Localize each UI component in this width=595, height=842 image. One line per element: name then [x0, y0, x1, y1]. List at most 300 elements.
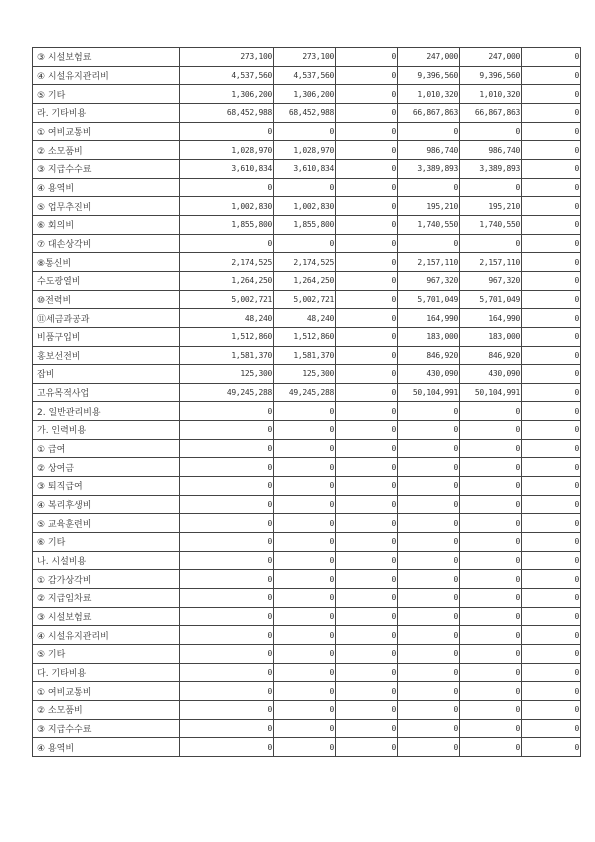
table-row [33, 663, 581, 682]
table-row [33, 85, 581, 104]
amount-cell: 183,000 [460, 327, 522, 346]
amount-cell: 0 [336, 103, 398, 122]
amount-cell: 0 [460, 495, 522, 514]
table-row [33, 159, 581, 178]
amount-cell: 0 [522, 103, 581, 122]
table-row [33, 383, 581, 402]
amount-cell: 0 [460, 533, 522, 552]
amount-cell: 0 [460, 402, 522, 421]
amount-cell: 0 [522, 85, 581, 104]
table-row [33, 738, 581, 757]
amount-cell: 247,000 [460, 48, 522, 67]
amount-cell: 0 [398, 570, 460, 589]
amount-cell: 0 [180, 645, 274, 664]
amount-cell: 0 [274, 682, 336, 701]
amount-cell: 1,740,550 [460, 215, 522, 234]
amount-cell: 0 [460, 234, 522, 253]
amount-cell: 1,264,250 [180, 271, 274, 290]
amount-cell: 0 [522, 215, 581, 234]
amount-cell: 1,002,830 [274, 197, 336, 216]
amount-cell: 0 [274, 700, 336, 719]
amount-cell: 0 [522, 682, 581, 701]
row-label: ② 상여금 [33, 458, 180, 477]
amount-cell: 846,920 [460, 346, 522, 365]
amount-cell: 48,240 [180, 309, 274, 328]
amount-cell: 50,104,991 [398, 383, 460, 402]
amount-cell: 0 [336, 122, 398, 141]
amount-cell: 0 [460, 626, 522, 645]
amount-cell: 0 [522, 309, 581, 328]
amount-cell: 0 [398, 607, 460, 626]
amount-cell: 0 [460, 645, 522, 664]
amount-cell: 1,740,550 [398, 215, 460, 234]
table-row [33, 309, 581, 328]
amount-cell: 0 [274, 719, 336, 738]
amount-cell: 0 [398, 589, 460, 608]
amount-cell: 0 [274, 477, 336, 496]
amount-cell: 986,740 [460, 141, 522, 160]
amount-cell: 4,537,560 [180, 66, 274, 85]
amount-cell: 0 [180, 477, 274, 496]
amount-cell: 0 [336, 215, 398, 234]
row-label: ④ 용역비 [33, 738, 180, 757]
amount-cell: 1,306,200 [180, 85, 274, 104]
amount-cell: 0 [398, 719, 460, 738]
amount-cell: 0 [522, 738, 581, 757]
amount-cell: 0 [398, 682, 460, 701]
amount-cell: 0 [336, 570, 398, 589]
amount-cell: 3,610,834 [180, 159, 274, 178]
amount-cell: 0 [460, 719, 522, 738]
amount-cell: 0 [336, 178, 398, 197]
table-row [33, 626, 581, 645]
amount-cell: 0 [336, 495, 398, 514]
row-label: ⑪세금과공과 [33, 309, 180, 328]
amount-cell: 967,320 [460, 271, 522, 290]
row-label: ① 감가상각비 [33, 570, 180, 589]
amount-cell: 0 [398, 421, 460, 440]
amount-cell: 0 [274, 589, 336, 608]
amount-cell: 0 [274, 607, 336, 626]
amount-cell: 0 [522, 327, 581, 346]
amount-cell: 430,090 [398, 365, 460, 384]
amount-cell: 0 [336, 551, 398, 570]
table-row [33, 421, 581, 440]
amount-cell: 0 [336, 719, 398, 738]
amount-cell: 1,010,320 [398, 85, 460, 104]
amount-cell: 66,867,863 [398, 103, 460, 122]
amount-cell: 0 [522, 346, 581, 365]
amount-cell: 0 [460, 607, 522, 626]
amount-cell: 1,581,370 [274, 346, 336, 365]
amount-cell: 0 [336, 738, 398, 757]
amount-cell: 164,990 [460, 309, 522, 328]
amount-cell: 48,240 [274, 309, 336, 328]
row-label: ③ 지급수수료 [33, 719, 180, 738]
amount-cell: 0 [398, 495, 460, 514]
amount-cell: 2,157,110 [398, 253, 460, 272]
row-label: ② 지급임차료 [33, 589, 180, 608]
amount-cell: 0 [336, 159, 398, 178]
amount-cell: 0 [274, 514, 336, 533]
amount-cell: 0 [336, 253, 398, 272]
amount-cell: 49,245,288 [274, 383, 336, 402]
amount-cell: 3,610,834 [274, 159, 336, 178]
amount-cell: 0 [398, 738, 460, 757]
amount-cell: 0 [274, 178, 336, 197]
table-row [33, 682, 581, 701]
amount-cell: 0 [522, 290, 581, 309]
amount-cell: 2,174,525 [180, 253, 274, 272]
amount-cell: 0 [180, 421, 274, 440]
amount-cell: 0 [336, 48, 398, 67]
amount-cell: 0 [398, 663, 460, 682]
amount-cell: 2,157,110 [460, 253, 522, 272]
amount-cell: 0 [336, 533, 398, 552]
amount-cell: 0 [274, 439, 336, 458]
table-row [33, 645, 581, 664]
amount-cell: 68,452,988 [274, 103, 336, 122]
amount-cell: 0 [460, 421, 522, 440]
amount-cell: 66,867,863 [460, 103, 522, 122]
amount-cell: 0 [180, 682, 274, 701]
row-label: ⑦ 대손상각비 [33, 234, 180, 253]
amount-cell: 0 [522, 645, 581, 664]
amount-cell: 0 [522, 234, 581, 253]
amount-cell: 0 [522, 253, 581, 272]
amount-cell: 68,452,988 [180, 103, 274, 122]
amount-cell: 0 [274, 738, 336, 757]
amount-cell: 0 [274, 645, 336, 664]
amount-cell: 0 [460, 439, 522, 458]
amount-cell: 0 [336, 365, 398, 384]
amount-cell: 0 [460, 682, 522, 701]
amount-cell: 0 [336, 700, 398, 719]
row-label: 비품구입비 [33, 327, 180, 346]
amount-cell: 0 [336, 421, 398, 440]
table-row [33, 533, 581, 552]
amount-cell: 5,701,049 [460, 290, 522, 309]
amount-cell: 0 [460, 458, 522, 477]
amount-cell: 0 [336, 197, 398, 216]
amount-cell: 0 [274, 533, 336, 552]
amount-cell: 0 [398, 700, 460, 719]
amount-cell: 0 [460, 178, 522, 197]
amount-cell: 0 [336, 290, 398, 309]
amount-cell: 0 [274, 421, 336, 440]
amount-cell: 0 [522, 421, 581, 440]
amount-cell: 0 [460, 663, 522, 682]
amount-cell: 0 [398, 626, 460, 645]
amount-cell: 0 [522, 365, 581, 384]
table-row [33, 178, 581, 197]
amount-cell: 0 [336, 514, 398, 533]
amount-cell: 0 [336, 477, 398, 496]
row-label: 가. 인력비용 [33, 421, 180, 440]
amount-cell: 0 [336, 458, 398, 477]
expense-table-body [33, 48, 581, 757]
amount-cell: 0 [336, 66, 398, 85]
row-label: ③ 시설보험료 [33, 48, 180, 67]
amount-cell: 0 [180, 626, 274, 645]
amount-cell: 0 [522, 197, 581, 216]
amount-cell: 0 [336, 383, 398, 402]
amount-cell: 4,537,560 [274, 66, 336, 85]
amount-cell: 0 [522, 383, 581, 402]
amount-cell: 0 [336, 141, 398, 160]
table-row [33, 234, 581, 253]
table-row [33, 327, 581, 346]
amount-cell: 0 [180, 551, 274, 570]
amount-cell: 0 [522, 271, 581, 290]
amount-cell: 0 [336, 663, 398, 682]
amount-cell: 1,512,860 [180, 327, 274, 346]
row-label: ⑤ 기타 [33, 85, 180, 104]
amount-cell: 247,000 [398, 48, 460, 67]
amount-cell: 0 [522, 159, 581, 178]
amount-cell: 5,002,721 [180, 290, 274, 309]
row-label: ① 여비교통비 [33, 682, 180, 701]
amount-cell: 0 [522, 402, 581, 421]
amount-cell: 967,320 [398, 271, 460, 290]
row-label: ⑥ 기타 [33, 533, 180, 552]
amount-cell: 0 [180, 439, 274, 458]
amount-cell: 0 [180, 700, 274, 719]
amount-cell: 1,581,370 [180, 346, 274, 365]
amount-cell: 1,306,200 [274, 85, 336, 104]
amount-cell: 0 [336, 626, 398, 645]
amount-cell: 0 [522, 141, 581, 160]
amount-cell: 9,396,560 [398, 66, 460, 85]
table-row [33, 271, 581, 290]
amount-cell: 0 [336, 271, 398, 290]
amount-cell: 846,920 [398, 346, 460, 365]
amount-cell: 0 [336, 682, 398, 701]
amount-cell: 0 [398, 645, 460, 664]
row-label: 나. 시설비용 [33, 551, 180, 570]
amount-cell: 0 [180, 495, 274, 514]
row-label: ⑧통신비 [33, 253, 180, 272]
row-label: ③ 지급수수료 [33, 159, 180, 178]
amount-cell: 0 [274, 551, 336, 570]
amount-cell: 0 [336, 607, 398, 626]
amount-cell: 0 [274, 663, 336, 682]
amount-cell: 0 [460, 477, 522, 496]
table-row [33, 141, 581, 160]
amount-cell: 5,002,721 [274, 290, 336, 309]
table-row [33, 439, 581, 458]
amount-cell: 0 [180, 234, 274, 253]
table-row [33, 66, 581, 85]
amount-cell: 0 [274, 495, 336, 514]
row-label: ② 소모품비 [33, 700, 180, 719]
row-label: ② 소모품비 [33, 141, 180, 160]
amount-cell: 0 [522, 533, 581, 552]
amount-cell: 0 [398, 533, 460, 552]
amount-cell: 125,300 [274, 365, 336, 384]
amount-cell: 0 [180, 458, 274, 477]
amount-cell: 0 [336, 85, 398, 104]
row-label: 다. 기타비용 [33, 663, 180, 682]
amount-cell: 0 [336, 589, 398, 608]
amount-cell: 125,300 [180, 365, 274, 384]
amount-cell: 9,396,560 [460, 66, 522, 85]
amount-cell: 50,104,991 [460, 383, 522, 402]
amount-cell: 1,855,800 [274, 215, 336, 234]
table-row [33, 700, 581, 719]
row-label: 2. 일반관리비용 [33, 402, 180, 421]
amount-cell: 0 [522, 589, 581, 608]
amount-cell: 986,740 [398, 141, 460, 160]
amount-cell: 273,100 [274, 48, 336, 67]
table-row [33, 551, 581, 570]
row-label: ④ 용역비 [33, 178, 180, 197]
amount-cell: 0 [460, 570, 522, 589]
table-row [33, 346, 581, 365]
amount-cell: 0 [336, 439, 398, 458]
amount-cell: 0 [180, 122, 274, 141]
table-row [33, 495, 581, 514]
row-label: 수도광열비 [33, 271, 180, 290]
amount-cell: 1,002,830 [180, 197, 274, 216]
amount-cell: 0 [398, 234, 460, 253]
row-label: ④ 시설유지관리비 [33, 626, 180, 645]
amount-cell: 0 [398, 178, 460, 197]
amount-cell: 1,010,320 [460, 85, 522, 104]
amount-cell: 0 [522, 178, 581, 197]
row-label: ① 급여 [33, 439, 180, 458]
amount-cell: 0 [180, 719, 274, 738]
amount-cell: 0 [522, 66, 581, 85]
amount-cell: 0 [180, 514, 274, 533]
amount-cell: 183,000 [398, 327, 460, 346]
amount-cell: 0 [180, 663, 274, 682]
amount-cell: 0 [180, 738, 274, 757]
row-label: ④ 시설유지관리비 [33, 66, 180, 85]
table-row [33, 365, 581, 384]
table-row [33, 570, 581, 589]
amount-cell: 0 [180, 402, 274, 421]
amount-cell: 0 [522, 700, 581, 719]
row-label: 잡비 [33, 365, 180, 384]
amount-cell: 0 [522, 122, 581, 141]
table-row [33, 48, 581, 67]
amount-cell: 0 [398, 477, 460, 496]
amount-cell: 0 [274, 122, 336, 141]
amount-cell: 0 [336, 346, 398, 365]
amount-cell: 0 [274, 458, 336, 477]
amount-cell: 0 [398, 551, 460, 570]
amount-cell: 0 [398, 514, 460, 533]
amount-cell: 430,090 [460, 365, 522, 384]
amount-cell: 0 [522, 48, 581, 67]
amount-cell: 0 [336, 309, 398, 328]
amount-cell: 0 [460, 122, 522, 141]
table-row [33, 607, 581, 626]
row-label: ③ 퇴직급여 [33, 477, 180, 496]
amount-cell: 1,855,800 [180, 215, 274, 234]
row-label: 홍보선전비 [33, 346, 180, 365]
amount-cell: 0 [460, 589, 522, 608]
amount-cell: 1,264,250 [274, 271, 336, 290]
table-row [33, 514, 581, 533]
table-row [33, 290, 581, 309]
amount-cell: 273,100 [180, 48, 274, 67]
row-label: ① 여비교통비 [33, 122, 180, 141]
amount-cell: 0 [522, 570, 581, 589]
amount-cell: 0 [460, 551, 522, 570]
amount-cell: 0 [522, 607, 581, 626]
row-label: ⑤ 교육훈련비 [33, 514, 180, 533]
amount-cell: 0 [522, 439, 581, 458]
table-row [33, 458, 581, 477]
amount-cell: 195,210 [398, 197, 460, 216]
table-row [33, 253, 581, 272]
amount-cell: 0 [522, 551, 581, 570]
amount-cell: 164,990 [398, 309, 460, 328]
amount-cell: 0 [336, 234, 398, 253]
table-row [33, 402, 581, 421]
amount-cell: 2,174,525 [274, 253, 336, 272]
table-row [33, 197, 581, 216]
amount-cell: 3,389,893 [398, 159, 460, 178]
amount-cell: 0 [274, 234, 336, 253]
amount-cell: 0 [398, 458, 460, 477]
amount-cell: 0 [180, 589, 274, 608]
table-row [33, 589, 581, 608]
table-row [33, 477, 581, 496]
amount-cell: 0 [522, 458, 581, 477]
amount-cell: 3,389,893 [460, 159, 522, 178]
amount-cell: 0 [336, 645, 398, 664]
row-label: ④ 복리후생비 [33, 495, 180, 514]
row-label: ③ 시설보험료 [33, 607, 180, 626]
amount-cell: 0 [398, 122, 460, 141]
amount-cell: 0 [274, 570, 336, 589]
expense-table [32, 47, 581, 757]
amount-cell: 0 [274, 626, 336, 645]
amount-cell: 0 [460, 700, 522, 719]
amount-cell: 0 [398, 402, 460, 421]
amount-cell: 0 [180, 533, 274, 552]
table-row [33, 215, 581, 234]
amount-cell: 0 [460, 514, 522, 533]
amount-cell: 0 [336, 327, 398, 346]
amount-cell: 0 [274, 402, 336, 421]
table-row [33, 122, 581, 141]
amount-cell: 0 [180, 607, 274, 626]
amount-cell: 0 [180, 570, 274, 589]
amount-cell: 5,701,049 [398, 290, 460, 309]
amount-cell: 0 [522, 495, 581, 514]
amount-cell: 0 [398, 439, 460, 458]
row-label: 라. 기타비용 [33, 103, 180, 122]
amount-cell: 0 [522, 719, 581, 738]
amount-cell: 0 [522, 626, 581, 645]
table-row [33, 719, 581, 738]
amount-cell: 49,245,288 [180, 383, 274, 402]
row-label: 고유목적사업 [33, 383, 180, 402]
amount-cell: 1,028,970 [180, 141, 274, 160]
row-label: ⑤ 업무추진비 [33, 197, 180, 216]
table-row [33, 103, 581, 122]
row-label: ⑩전력비 [33, 290, 180, 309]
amount-cell: 0 [522, 477, 581, 496]
amount-cell: 195,210 [460, 197, 522, 216]
amount-cell: 1,512,860 [274, 327, 336, 346]
amount-cell: 1,028,970 [274, 141, 336, 160]
amount-cell: 0 [460, 738, 522, 757]
